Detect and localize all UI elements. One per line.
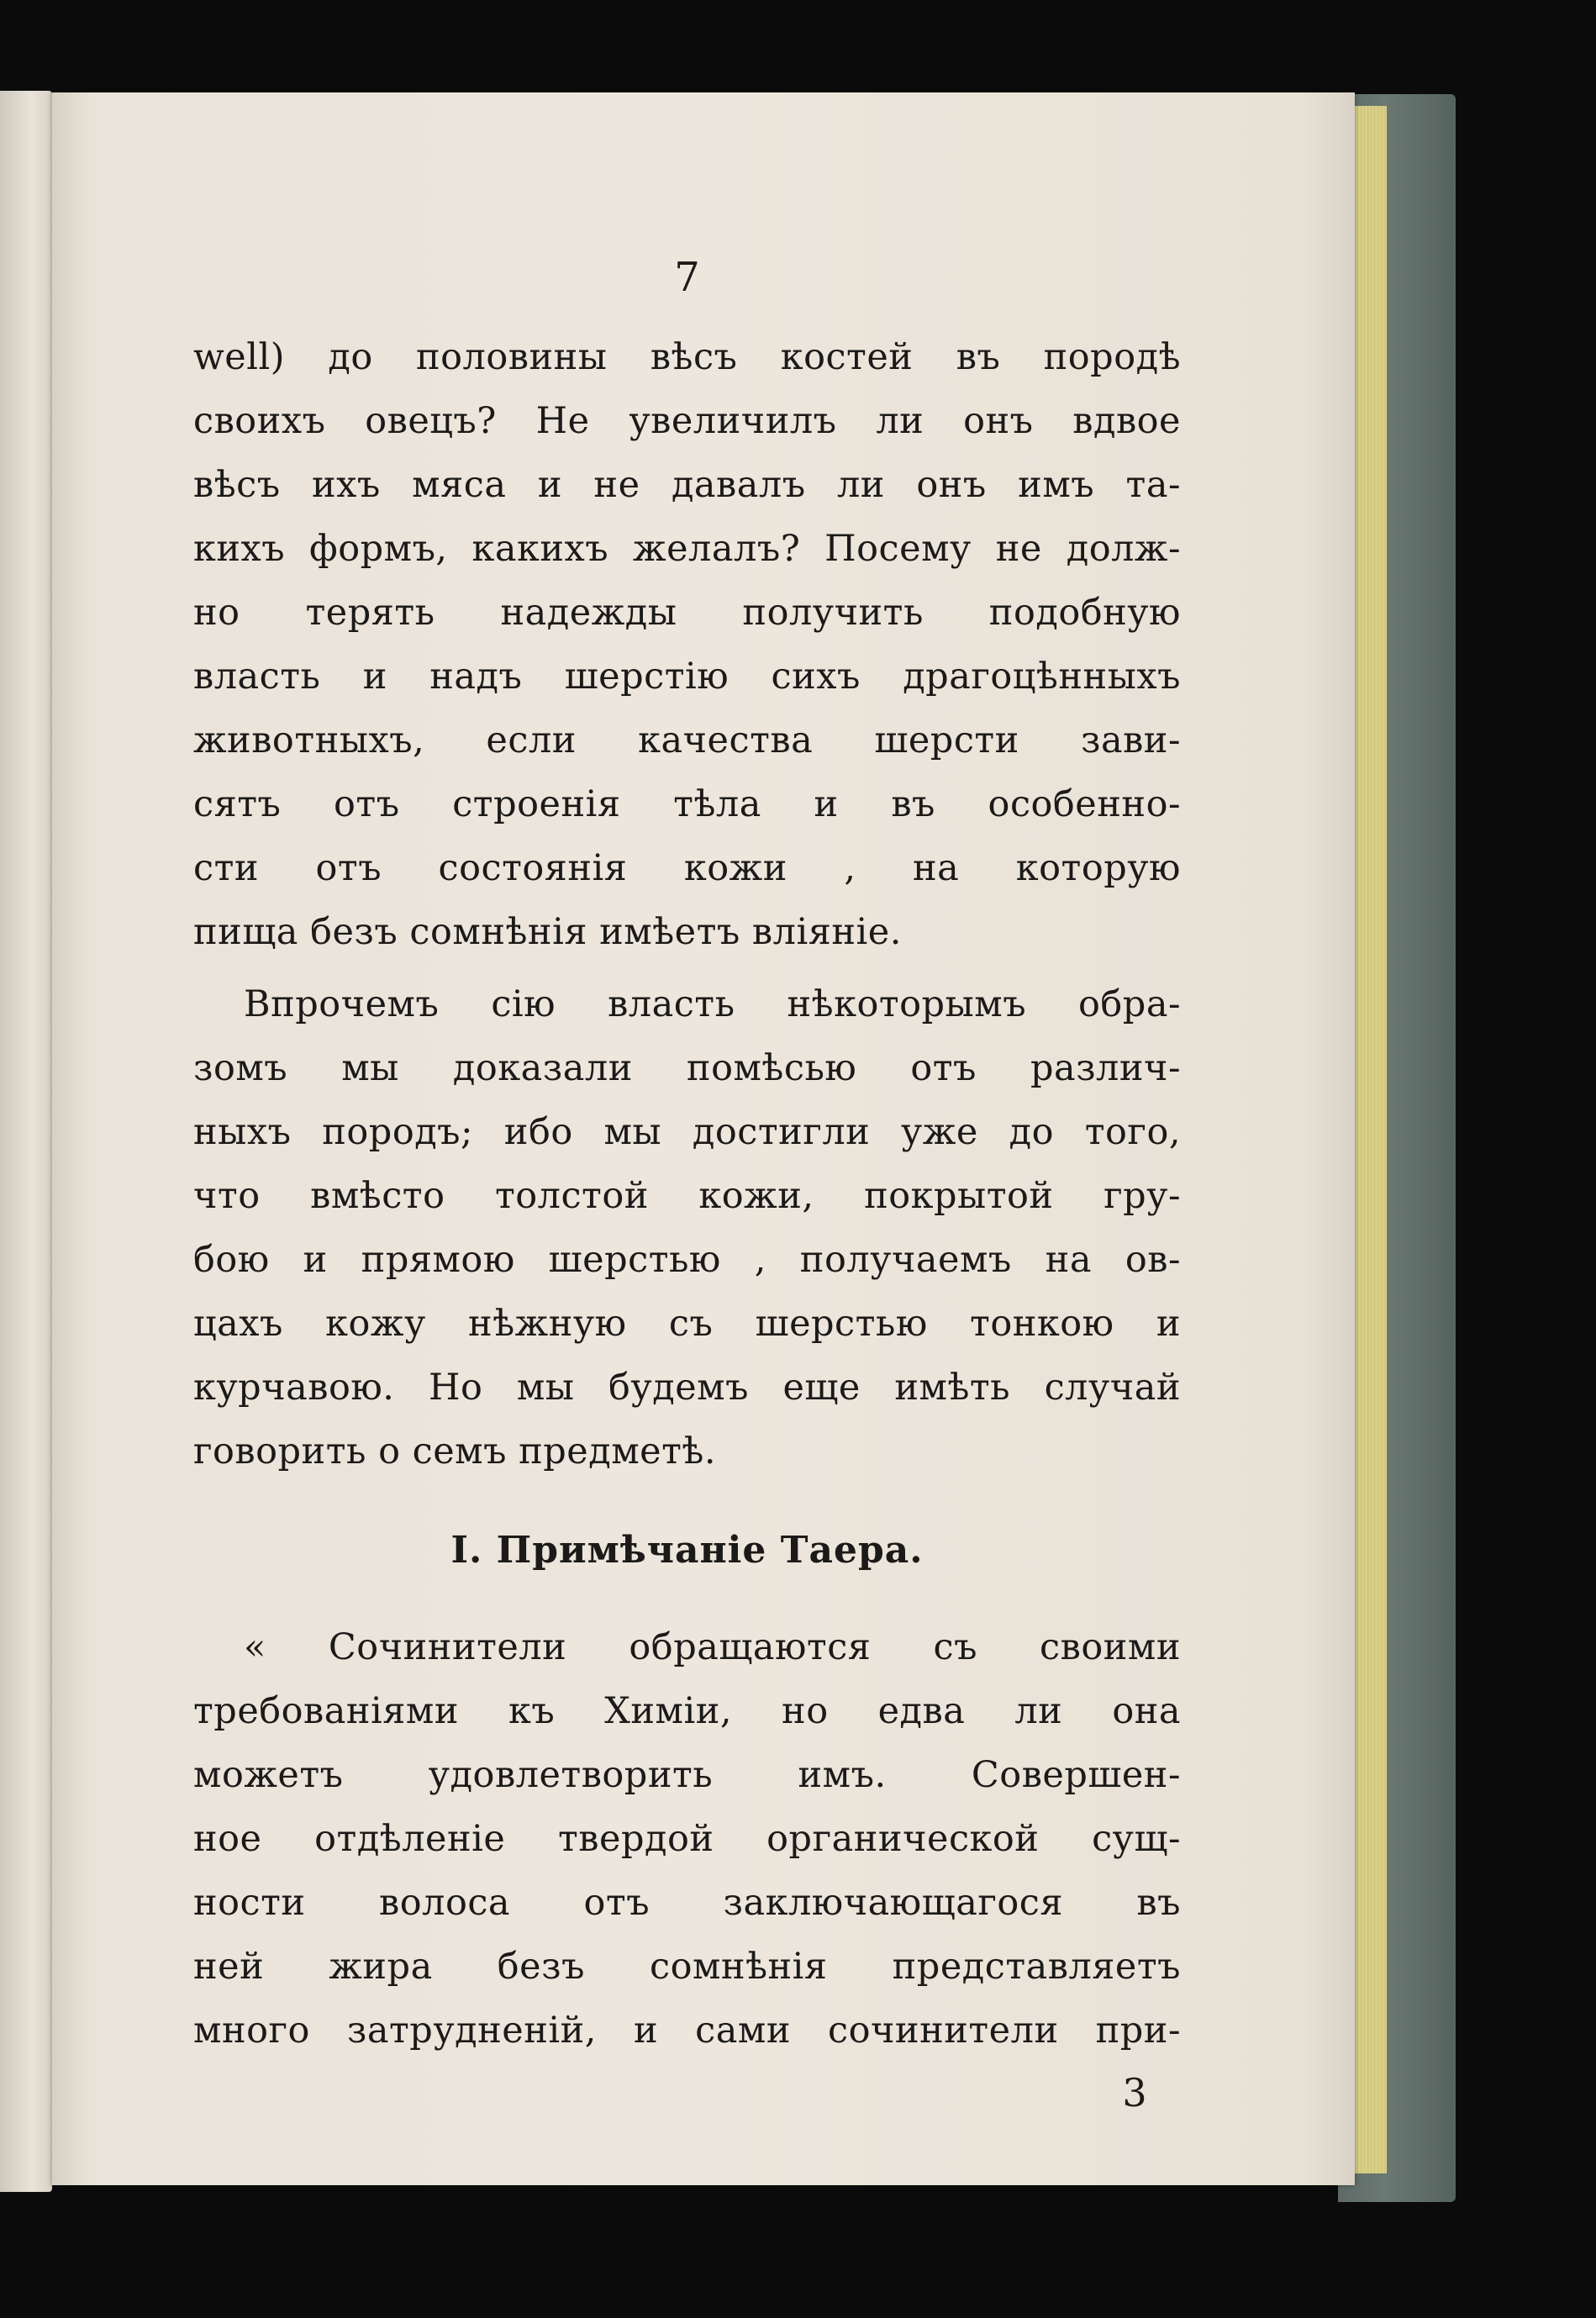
previous-page-edge xyxy=(0,91,52,2192)
signature-mark: 3 xyxy=(1122,2070,1147,2115)
text-line: ности волоса отъ заключающагося въ xyxy=(193,1882,1181,1924)
text-line: well) до половины вѣсъ костей въ породѣ xyxy=(193,336,1181,378)
text-line: Впрочемъ сію власть нѣкоторымъ обра- xyxy=(244,983,1181,1025)
text-line: много затрудненій, и сами сочинители при- xyxy=(193,2010,1181,2052)
text-line: цахъ кожу нѣжную съ шерстью тонкою и xyxy=(193,1303,1181,1345)
text-line: пища безъ сомнѣнія имѣетъ вліяніе. xyxy=(193,911,902,953)
text-line: своихъ овецъ? Не увеличилъ ли онъ вдвое xyxy=(193,400,1181,442)
book-page xyxy=(52,92,1355,2185)
page-number: 7 xyxy=(674,254,700,301)
text-line: бою и прямою шерстью , получаемъ на ов- xyxy=(193,1239,1181,1281)
text-line: кихъ формъ, какихъ желалъ? Посему не долж- xyxy=(193,528,1181,570)
text-line: сятъ отъ строенія тѣла и въ особенно- xyxy=(193,783,1181,825)
text-line: зомъ мы доказали помѣсью отъ различ- xyxy=(193,1047,1181,1089)
section-heading: I. Примѣчаніе Таера. xyxy=(450,1529,924,1572)
text-line: сти отъ состоянія кожи , на которую xyxy=(193,847,1181,889)
text-line: что вмѣсто толстой кожи, покрытой гру- xyxy=(193,1175,1181,1217)
text-line: животныхъ, если качества шерсти зави- xyxy=(193,719,1181,761)
text-line: « Сочинители обращаются съ своими xyxy=(244,1626,1181,1668)
text-line: курчавою. Но мы будемъ еще имѣть случай xyxy=(193,1367,1181,1409)
text-line: требованіями къ Химіи, но едва ли она xyxy=(193,1690,1181,1732)
text-line: ней жира безъ сомнѣнія представляетъ xyxy=(193,1946,1181,1988)
text-line: но терять надежды получить подобную xyxy=(193,592,1181,634)
text-line: ныхъ породъ; ибо мы достигли уже до того, xyxy=(193,1111,1181,1153)
text-line: вѣсъ ихъ мяса и не давалъ ли онъ имъ та- xyxy=(193,464,1181,506)
text-line: можетъ удовлетворить имъ. Совершен- xyxy=(193,1754,1181,1796)
text-line: власть и надъ шерстію сихъ драгоцѣнныхъ xyxy=(193,656,1181,698)
text-line: говорить о семъ предметѣ. xyxy=(193,1430,717,1472)
text-line: ное отдѣленіе твердой органической сущ- xyxy=(193,1818,1181,1860)
